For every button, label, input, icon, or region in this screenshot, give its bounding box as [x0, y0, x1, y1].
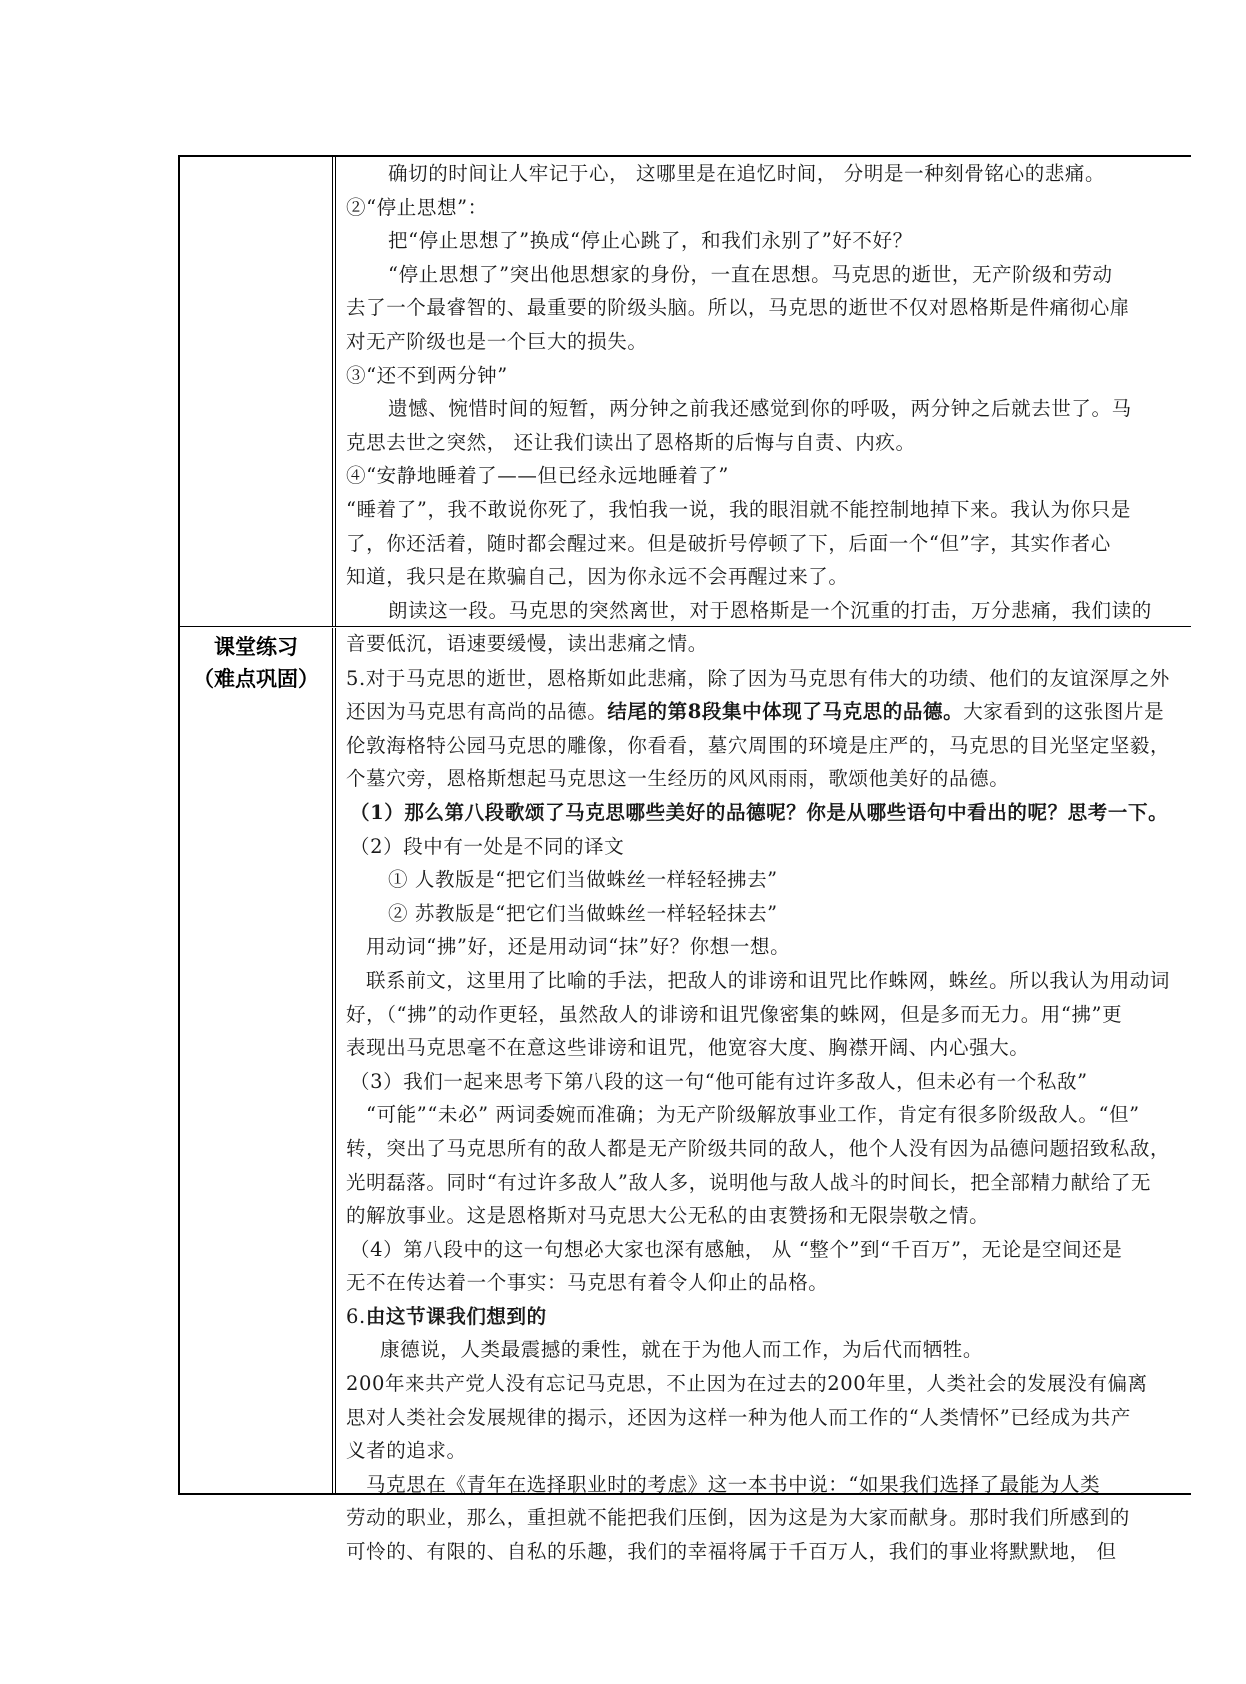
paragraph-block	[346, 628, 1246, 1569]
text-line: ② 苏教版是“把它们当做蛛丝一样轻轻抹去”	[388, 901, 778, 925]
text-span-bold: 结尾的第8段集中体现了马克思的品德。	[607, 700, 964, 724]
text-line: 转，突出了马克思所有的敌人都是无产阶级共同的敌人，他个人没有因为品德问题招致私敌，	[346, 1136, 1171, 1160]
question-line: （1）那么第八段歌颂了马克思哪些美好的品德呢？你是从哪些语句中看出的呢？思考一下。	[350, 800, 1169, 824]
text-line: ②“停止思想”：	[346, 195, 488, 219]
text-line: 联系前文，这里用了比喻的手法，把敌人的诽谤和诅咒比作蛛网，蛛丝。所以我认为用动词	[366, 968, 1171, 992]
text-line	[346, 695, 1246, 729]
text-line: 知道，我只是在欺骗自己，因为你永远不会再醒过来了。	[346, 565, 849, 589]
lesson-table	[178, 155, 1191, 1564]
text-line: 劳动的职业，那么，重担就不能把我们压倒，因为这是为大家而献身。那时我们所感到的	[346, 1506, 1130, 1530]
row-content-cell	[335, 157, 1191, 656]
text-line: “可能”“未必” 两词委婉而准确；为无产阶级解放事业工作，肯定有很多阶级敌人。“但”	[366, 1103, 1140, 1127]
text-line: 光明磊落。同时“有过许多敌人”敌人多，说明他与敌人战斗的时间长，把全部精力献给了无	[346, 1170, 1152, 1194]
text-line: 遗憾、惋惜时间的短暂，两分钟之前我还感觉到你的呼吸，两分钟之后就去世了。马	[388, 397, 1132, 421]
text-line: 去了一个最睿智的、最重要的阶级头脑。所以，马克思的逝世不仅对恩格斯是件痛彻心扉	[346, 296, 1130, 320]
text-line: 了，你还活着，随时都会醒过来。但是破折号停顿了下，后面一个“但”字，其实作者心	[346, 531, 1111, 555]
section-heading: 由这节课我们想到的	[365, 1304, 547, 1328]
text-line: 个墓穴旁，恩格斯想起马克思这一生经历的风风雨雨，歌颂他美好的品德。	[346, 767, 1010, 791]
text-line: （3）我们一起来思考下第八段的这一句“他可能有过许多敌人，但未必有一个私敌”	[350, 1069, 1088, 1093]
text-line: 思对人类社会发展规律的揭示，还因为这样一种为他人而工作的“人类情怀”已经成为共产	[346, 1405, 1131, 1429]
text-line: 确切的时间让人牢记于心， 这哪里是在追忆时间， 分明是一种刻骨铭心的悲痛。	[388, 162, 1106, 185]
text-line: ③“还不到两分钟”	[346, 363, 508, 387]
text-line: 义者的追求。	[346, 1439, 467, 1463]
text-line: （2）段中有一处是不同的译文	[350, 834, 625, 858]
text-line: 克思去世之突然， 还让我们读出了恩格斯的后悔与自责、内疚。	[346, 430, 916, 454]
text-line: 5.对于马克思的逝世，恩格斯如此悲痛，除了因为马克思有伟大的功绩、他们的友谊深厚之外	[346, 666, 1170, 690]
text-line: 好，（“拂”的动作更轻，虽然敌人的诽谤和诅咒像密集的蛛网，但是多而无力。用“拂”更	[346, 1002, 1123, 1026]
row-label-cell	[180, 157, 333, 626]
paragraph-block	[346, 157, 1246, 661]
row-label	[180, 157, 332, 160]
text-line: ④“安静地睡着了——但已经永远地睡着了”	[346, 464, 729, 488]
text-line: 伦敦海格特公园马克思的雕像，你看看，墓穴周围的环境是庄严的，马克思的目光坚定坚毅，	[346, 733, 1171, 757]
text-line: 的解放事业。这是恩格斯对马克思大公无私的由衷赞扬和无限崇敬之情。	[346, 1204, 990, 1228]
text-line: “睡着了”，我不敢说你死了，我怕我一说，我的眼泪就不能控制地掉下来。我认为你只是	[346, 497, 1131, 521]
text-line: 无不在传达着一个事实：马克思有着令人仰止的品格。	[346, 1271, 829, 1295]
table-row	[180, 628, 1191, 1564]
text-line: “停止思想了”突出他思想家的身份，一直在思想。马克思的逝世，无产阶级和劳动	[388, 262, 1113, 286]
row-label-line: （难点巩固）	[193, 667, 319, 691]
text-line: 200年来共产党人没有忘记马克思，不止因为在过去的200年里，人类社会的发展没有偏离	[346, 1372, 1148, 1396]
text-span: 大家看到的这张图片是	[963, 700, 1165, 724]
text-line: 朗读这一段。马克思的突然离世，对于恩格斯是一个沉重的打击，万分悲痛，我们读的	[388, 598, 1152, 622]
text-line	[346, 628, 1246, 662]
row-label-cell	[180, 628, 333, 1495]
text-line: ① 人教版是“把它们当做蛛丝一样轻轻拂去”	[388, 868, 778, 892]
row-label-line: 课堂练习	[214, 635, 298, 659]
text-line: 用动词“拂”好，还是用动词“抹”好？你想一想。	[366, 935, 791, 959]
text-line: （4）第八段中的这一句想必大家也深有感触， 从 “整个”到“千百万”，无论是空间还是	[350, 1237, 1123, 1261]
text-line: 表现出马克思毫不在意这些诽谤和诅咒，他宽容大度、胸襟开阔、内心强大。	[346, 1036, 1030, 1060]
text-line: 可怜的、有限的、自私的乐趣，我们的幸福将属于千百万人，我们的事业将默默地， 但	[346, 1540, 1117, 1564]
text-line: 对无产阶级也是一个巨大的损失。	[346, 329, 648, 353]
text-span: 还因为马克思有高尚的品德。	[346, 700, 608, 724]
text-line: 音要低沉，语速要缓慢，读出悲痛之情。	[346, 632, 708, 656]
row-label	[180, 628, 332, 695]
text-line	[346, 1300, 1246, 1334]
text-line: 把“停止思想了”换成“停止心跳了，和我们永别了”好不好？	[388, 229, 913, 253]
text-span: 6.	[346, 1304, 366, 1328]
text-line: 康德说，人类最震撼的秉性，就在于为他人而工作，为后代而牺牲。	[380, 1338, 984, 1362]
row-content-cell	[335, 628, 1191, 1564]
text-line: 马克思在《青年在选择职业时的考虑》这一本书中说：“如果我们选择了最能为人类	[366, 1472, 1101, 1496]
